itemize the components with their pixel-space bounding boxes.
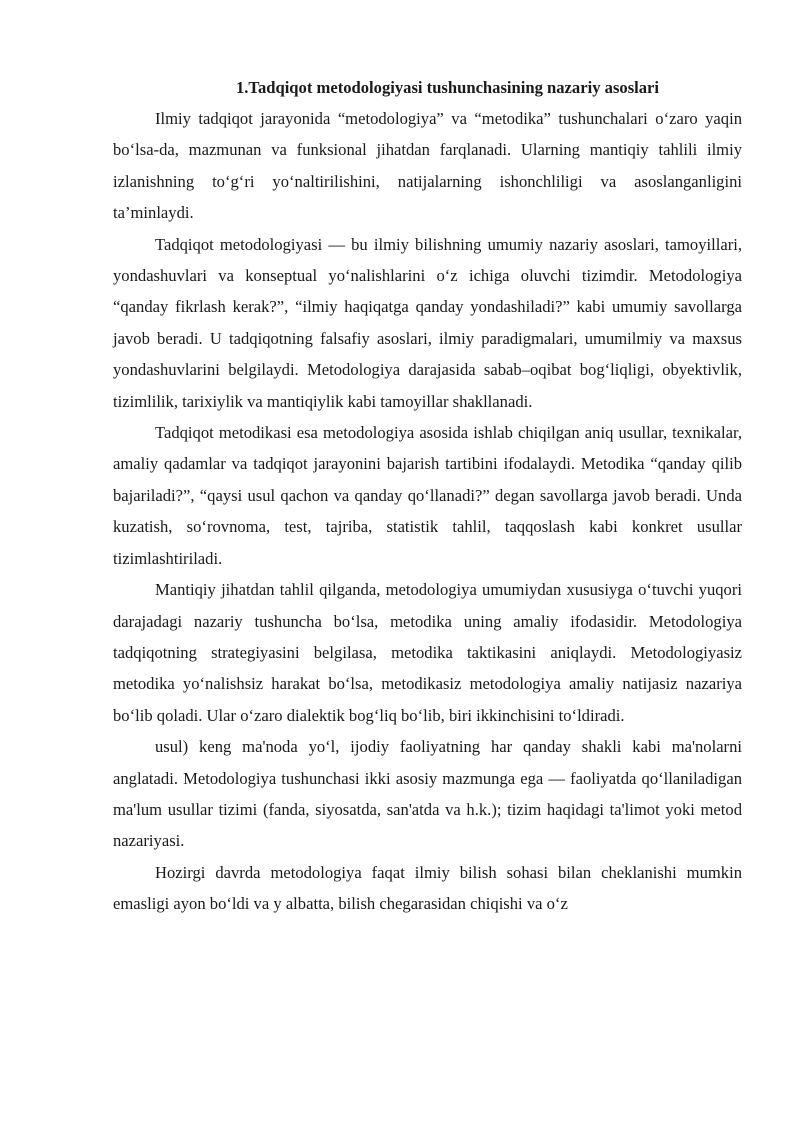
paragraph-6: Hozirgi davrda metodologiya faqat ilmiy bilish sohasi bilan cheklanishi mumkin emasligi ayon bo‘ldi va y albatta, bilish chegarasidan chiqishi va o‘z [113,862,742,914]
document-page [113,72,742,920]
paragraph-5: usul) keng ma'noda yo‘l, ijodiy faoliyatning har qanday shakli kabi ma'nolarni anglatadi. Metodologiya tushunchasi ikki asosiy mazmunga ega — faoliyatda qo‘llaniladigan ma'lum usullar tizimi (fanda, siyosatda, san'atda va h.k.); tizim haqidagi ta'limot yoki metod nazariyasi. [113,737,742,851]
paragraph-2: Tadqiqot metodologiyasi — bu ilmiy bilishning umumiy nazariy asoslari, tamoyillari, yondashuvlari va konseptual yo‘nalishlarini o‘z ichiga oluvchi tizimdir. Metodologiya “qanday fikrlash kerak?”, “ilmiy haqiqatga qanday yondashiladi?” kabi umumiy savollarga javob beradi. U tadqiqotning falsafiy asoslari, ilmiy paradigmalari, umumilmiy va maxsus yondashuvlarini belgilaydi. Metodologiya darajasida sabab–oqibat bog‘liqligi, obyektivlik, tizimlilik, tarixiylik va mantiqiylik kabi tamoyillar shakllanadi. [113,234,742,411]
paragraph-4: Mantiqiy jihatdan tahlil qilganda, metodologiya umumiydan xususiyga o‘tuvchi yuqori darajadagi nazariy tushuncha bo‘lsa, metodika uning amaliy ifodasidir. Metodologiya tadqiqotning strategiyasini belgilasa, metodika taktikasini aniqlaydi. Metodologiyasiz metodika yo‘nalishsiz harakat bo‘lsa, metodikasiz metodologiya amaliy natijasiz nazariya bo‘lib qoladi. Ular o‘zaro dialektik bog‘liq bo‘lib, biri ikkinchisini to‘ldiradi. [113,580,742,725]
document-title: 1.Tadqiqot metodologiyasi tushunchasining nazariy asoslari [235,78,660,97]
paragraph-3: Tadqiqot metodikasi esa metodologiya asosida ishlab chiqilgan aniq usullar, texnikalar, amaliy qadamlar va tadqiqot jarayonini bajarish tartibini ifodalaydi. Metodika “qanday qilib bajariladi?”, “qaysi usul qachon va qanday qo‘llanadi?” degan savollarga javob beradi. Unda kuzatish, so‘rovnoma, test, tajriba, statistik tahlil, taqqoslash kabi konkret usullar tizimlashtiriladi. [113,423,742,568]
paragraph-1: Ilmiy tadqiqot jarayonida “metodologiya” va “metodika” tushunchalari o‘zaro yaqin bo‘lsa-da, mazmunan va funksional jihatdan farqlanadi. Ularning mantiqiy tahlili ilmiy izlanishning to‘g‘ri yo‘naltirilishini, natijalarning ishonchliligi va asoslanganligini ta’minlaydi. [113,109,742,223]
